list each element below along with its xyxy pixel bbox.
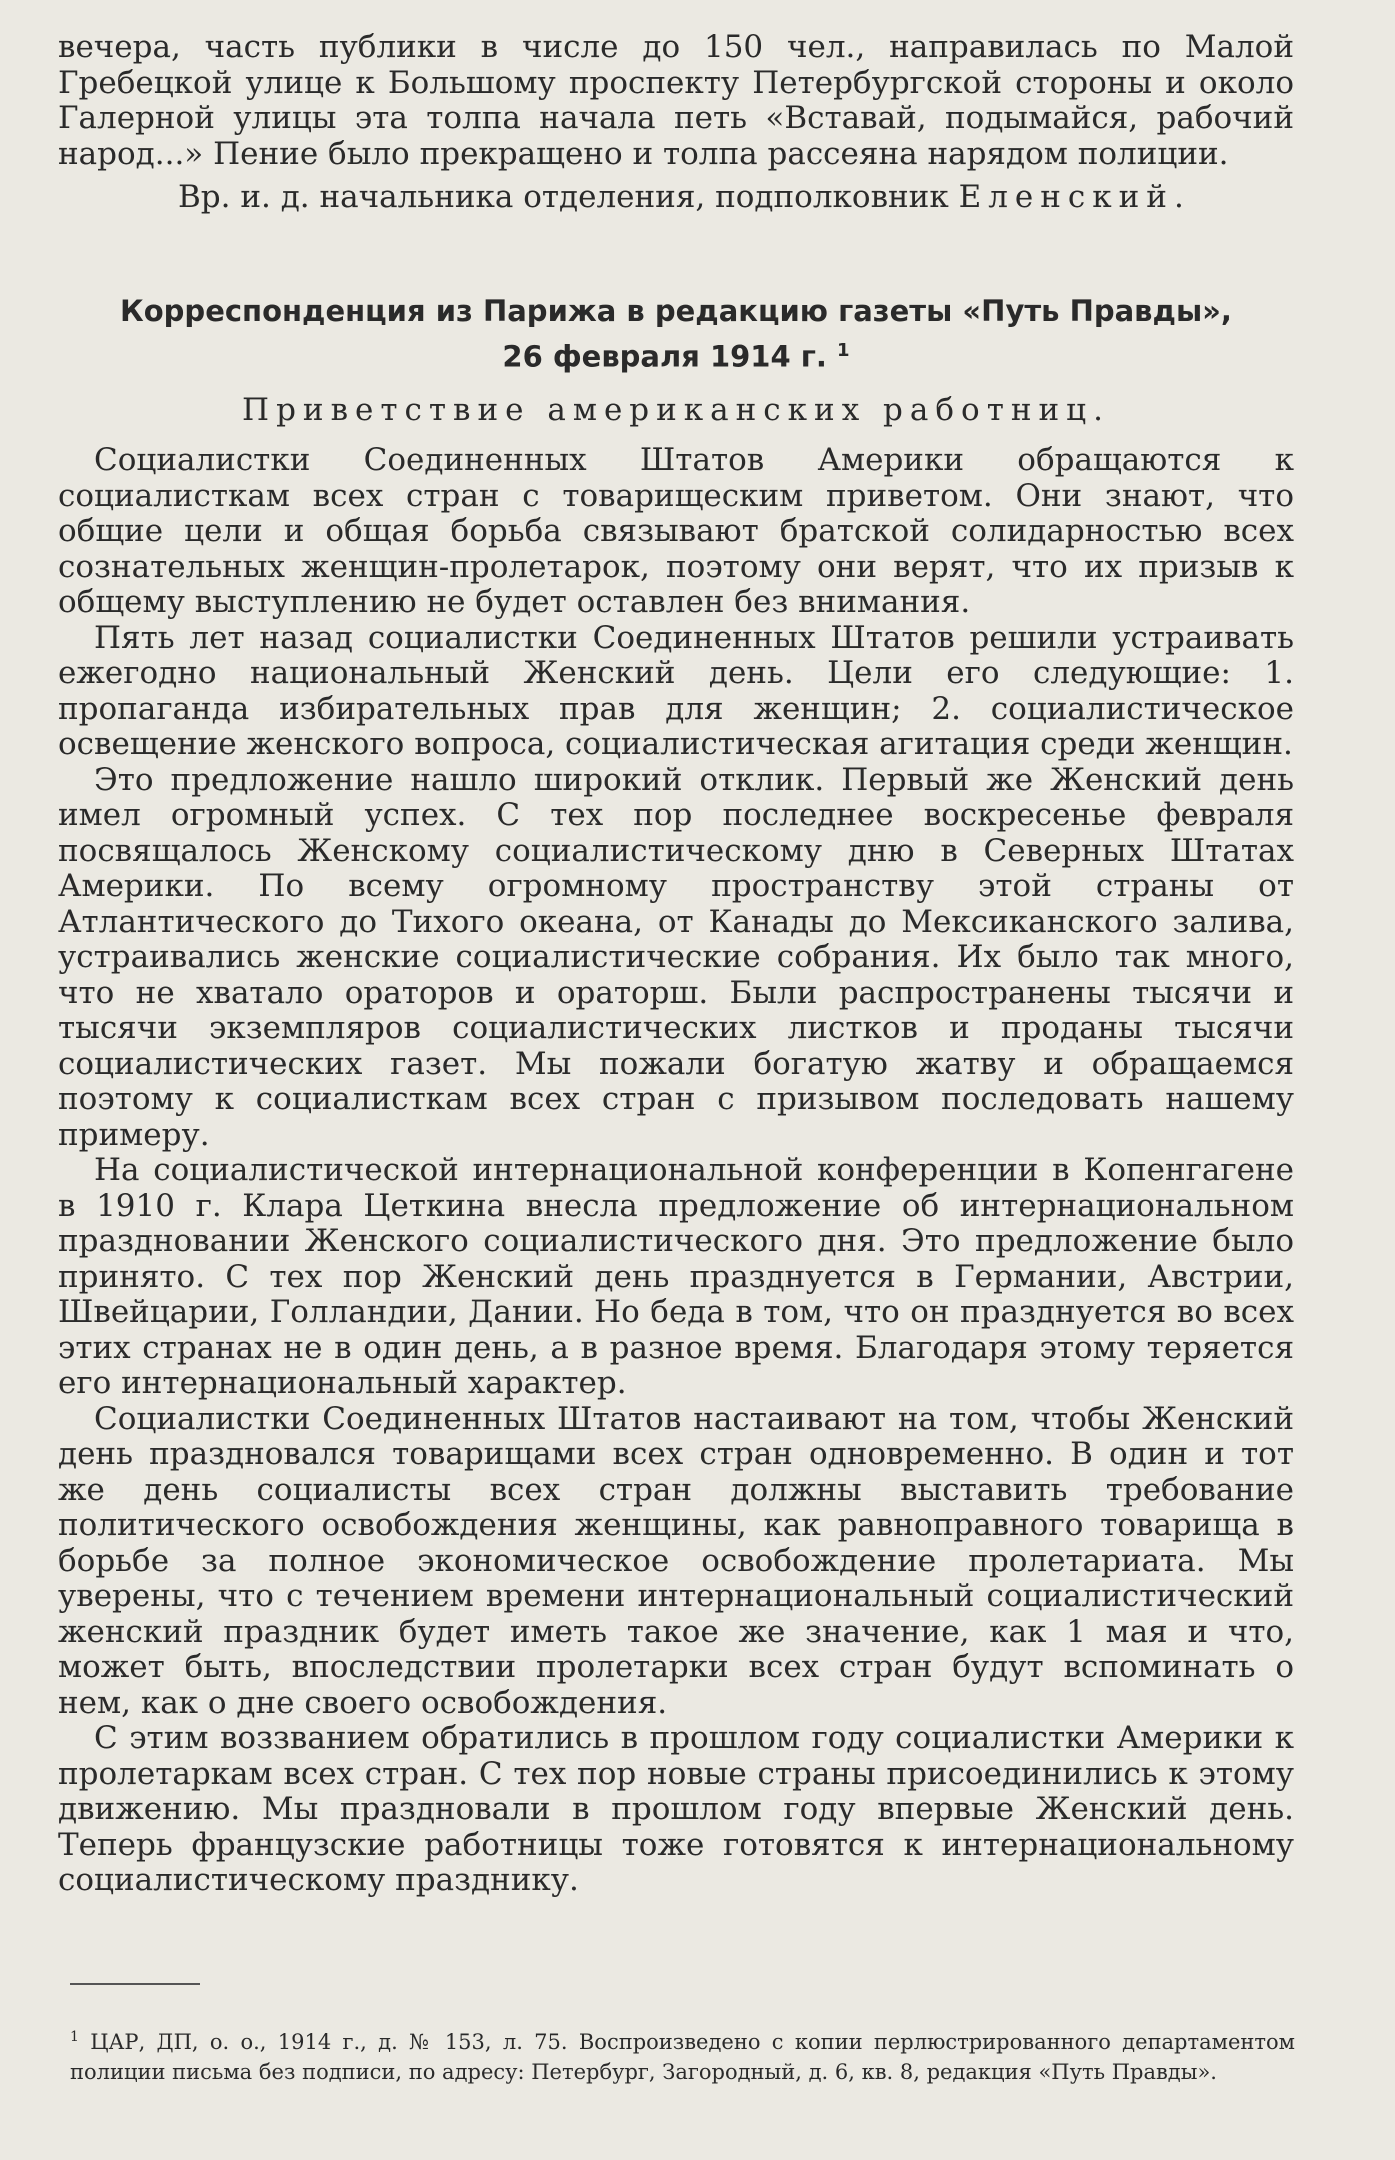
- article-heading: [58, 292, 1294, 377]
- article-subtitle: Приветствие американских работниц.: [242, 392, 1110, 428]
- article-subtitle-block: [58, 392, 1294, 428]
- footnote-divider: [70, 1983, 200, 1985]
- heading-date: 26 февраля 1914 г.: [502, 339, 827, 374]
- body-paragraph: Пять лет назад социалистки Соединенных Штатов решили устраивать ежегодно национальный Женский день. Цели его следующие: 1. пропаганда избирательных прав для женщин; 2. социалистическое освещение женского вопроса, социалистическая агитация среди женщин.: [58, 619, 1294, 762]
- heading-line-1: Корреспонденция из Парижа в редакцию газеты «Путь Правды»,: [120, 294, 1232, 328]
- signature-line: [58, 180, 1294, 216]
- signature-name: Еленский.: [958, 179, 1191, 215]
- body-paragraph: Это предложение нашло широкий отклик. Первый же Женский день имел огромный успех. С тех пор последнее воскресенье февраля посвящалось Женскому социалистическому дню в Северных Штатах Америки. По всему огромному пространству этой страны от Атлантического до Тихого океана, от Канады до Мексиканского залива, устраивались женские социалистические собрания. Их было так много, что не хватало ораторов и ораторш. Были распространены тысячи и тысячи экземпляров социалистических листков и проданы тысячи социалистических газет. Мы пожали богатую жатву и обращаемся поэтому к социалисткам всех стран с призывом последовать нашему примеру.: [58, 761, 1294, 1153]
- body-paragraph: На социалистической интернациональной конференции в Копенгагене в 1910 г. Клара Цеткина внесла предложение об интернациональном праздновании Женского социалистического дня. Это предложение было принято. С тех пор Женский день празднуется в Германии, Австрии, Швейцарии, Голландии, Дании. Но беда в том, что он празднуется во всех этих странах не в один день, а в разное время. Благодаря этому теряется его интернациональный характер.: [58, 1152, 1294, 1401]
- footnote-text: ЦАР, ДП, о. о., 1914 г., д. № 153, л. 75. Воспроизведено с копии перлюстрированного департаментом полиции письма без подписи, по адресу: Петербург, Загородный, д. 6, кв. 8, редакция «Путь Правды».: [70, 2030, 1295, 2084]
- footnote: [70, 2022, 1295, 2087]
- heading-footnote-mark: 1: [837, 340, 850, 361]
- footnote-mark: 1: [70, 2029, 79, 2045]
- intro-section: [58, 30, 1294, 216]
- body-paragraph: С этим воззванием обратились в прошлом году социалистки Америки к пролетаркам всех стран. С тех пор новые страны присоединились к этому движению. Мы праздновали в прошлом году впервые Женский день. Теперь французские работницы тоже готовятся к интернациональному социалистическому празднику.: [58, 1720, 1294, 1898]
- intro-paragraph: вечера, часть публики в числе до 150 чел., направилась по Малой Гребецкой улице к Большому проспекту Петербургской стороны и около Галерной улицы эта толпа начала петь «Вставай, подымайся, рабочий народ...» Пение было прекращено и толпа рассеяна нарядом полиции.: [58, 29, 1294, 172]
- body-paragraph: Социалистки Соединенных Штатов Америки обращаются к социалисткам всех стран с товарищеским приветом. Они знают, что общие цели и общая борьба связывают братской солидарностью всех сознательных женщин-пролетарок, поэтому они верят, что их призыв к общему выступлению не будет оставлен без внимания.: [58, 442, 1294, 620]
- article-body: [58, 443, 1294, 1899]
- signature-title: Вр. и. д. начальника отделения, подполковник: [178, 179, 949, 215]
- heading-line-2: [58, 331, 1294, 377]
- body-paragraph: Социалистки Соединенных Штатов настаивают на том, чтобы Женский день праздновался товарищами всех стран одновременно. В один и тот же день социалисты всех стран должны выставить требование политического освобождения женщины, как равноправного товарища в борьбе за полное экономическое освобождение пролетариата. Мы уверены, что с течением времени интернациональный социалистический женский праздник будет иметь такое же значение, как 1 мая и что, может быть, впоследствии пролетарки всех стран будут вспоминать о нем, как о дне своего освобождения.: [58, 1400, 1294, 1721]
